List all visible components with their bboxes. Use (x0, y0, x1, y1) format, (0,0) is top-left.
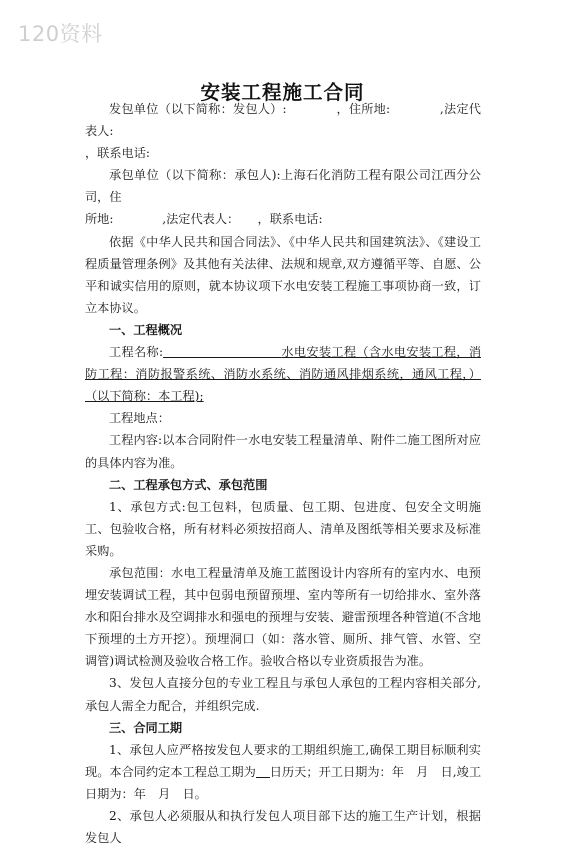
section-1-heading: 一、工程概况 (109, 322, 183, 337)
duration-text-a: 1、承包人应严格按发包人要求的工期组织施工,确保工期目标顺利实现。本合同约定本工程总工期为 (85, 742, 481, 779)
party-b-line-1: 承包单位（以下简称：承包人):上海石化消防工程有限公司江西分公司，住 (85, 168, 481, 205)
subcontract-paragraph: 3、发包人直接分包的专业工程且与承包人承包的工程内容相关部分,承包人需全力配合，并组织完成. (85, 676, 481, 713)
party-a-line-2: ，联系电话: (85, 146, 151, 161)
project-content: 工程内容:以本合同附件一水电安装工程量清单、附件二施工图所对应的具体内容为准。 (85, 433, 481, 470)
watermark: 120资料 (18, 22, 103, 46)
schedule-paragraph: 2、承包人必须服从和执行发包人项目部下达的施工生产计划，根据发包人 (85, 809, 481, 846)
duration-paragraph (85, 739, 481, 805)
document-body (85, 98, 481, 849)
legal-basis-paragraph: 依据《中华人民共和国合同法》、《中华人民共和国建筑法》、《建设工程质量管理条例》及其他有关法律、法规和规章,双方遵循平等、自愿、公平和诚实信用的原则，就本协议项下水电安装工程施工事项协商一致，订立本协议。 (85, 234, 481, 315)
project-name-label: 工程名称: (109, 345, 164, 360)
duration-text-b: 日历天；开工日期为：年 月 日,竣工日期为：年 月 日。 (85, 764, 482, 801)
project-name-value: 水电安装工程（含水电安装工程，消防工程：消防报警系统、消防水系统、消防通风排烟系统，通风工程，）（以下简称：本工程); (85, 345, 482, 404)
contract-scope-paragraph: 承包范围：水电工程量清单及施工蓝图设计内容所有的室内水、电预埋安装调试工程，其中包弱电预留预埋、室内等所有一切给排水、室外落水和阳台排水及空调排水和强电的预埋与安装、避雷预埋各种管道(不含地下预埋的土方开挖）。预埋洞口（如：落水管、厕所、排气管、水管、空调管)调试检测及验收合格工作。验收合格以专业资质报告为准。 (85, 565, 481, 669)
project-location: 工程地点： (109, 411, 170, 426)
project-name-paragraph (85, 341, 481, 407)
party-a-line-1: 发包单位（以下简称：发包人）: ，住所地: ,法定代表人: (85, 102, 481, 139)
document-title: 安装工程施工合同 (200, 81, 365, 104)
party-b-line-2: 所地: ,法定代表人： ，联系电话: (85, 212, 323, 227)
duration-days-blank (256, 764, 270, 778)
section-3-heading: 三、合同工期 (109, 720, 183, 735)
project-name-blank (163, 344, 281, 358)
section-2-heading: 二、工程承包方式、承包范围 (109, 477, 268, 492)
contract-method-paragraph: 1、承包方式:包工包料，包质量、包工期、包进度、包安全文明施工、包验收合格，所有材料必须按招商人、清单及图纸等相关要求及标准采购。 (85, 499, 481, 558)
